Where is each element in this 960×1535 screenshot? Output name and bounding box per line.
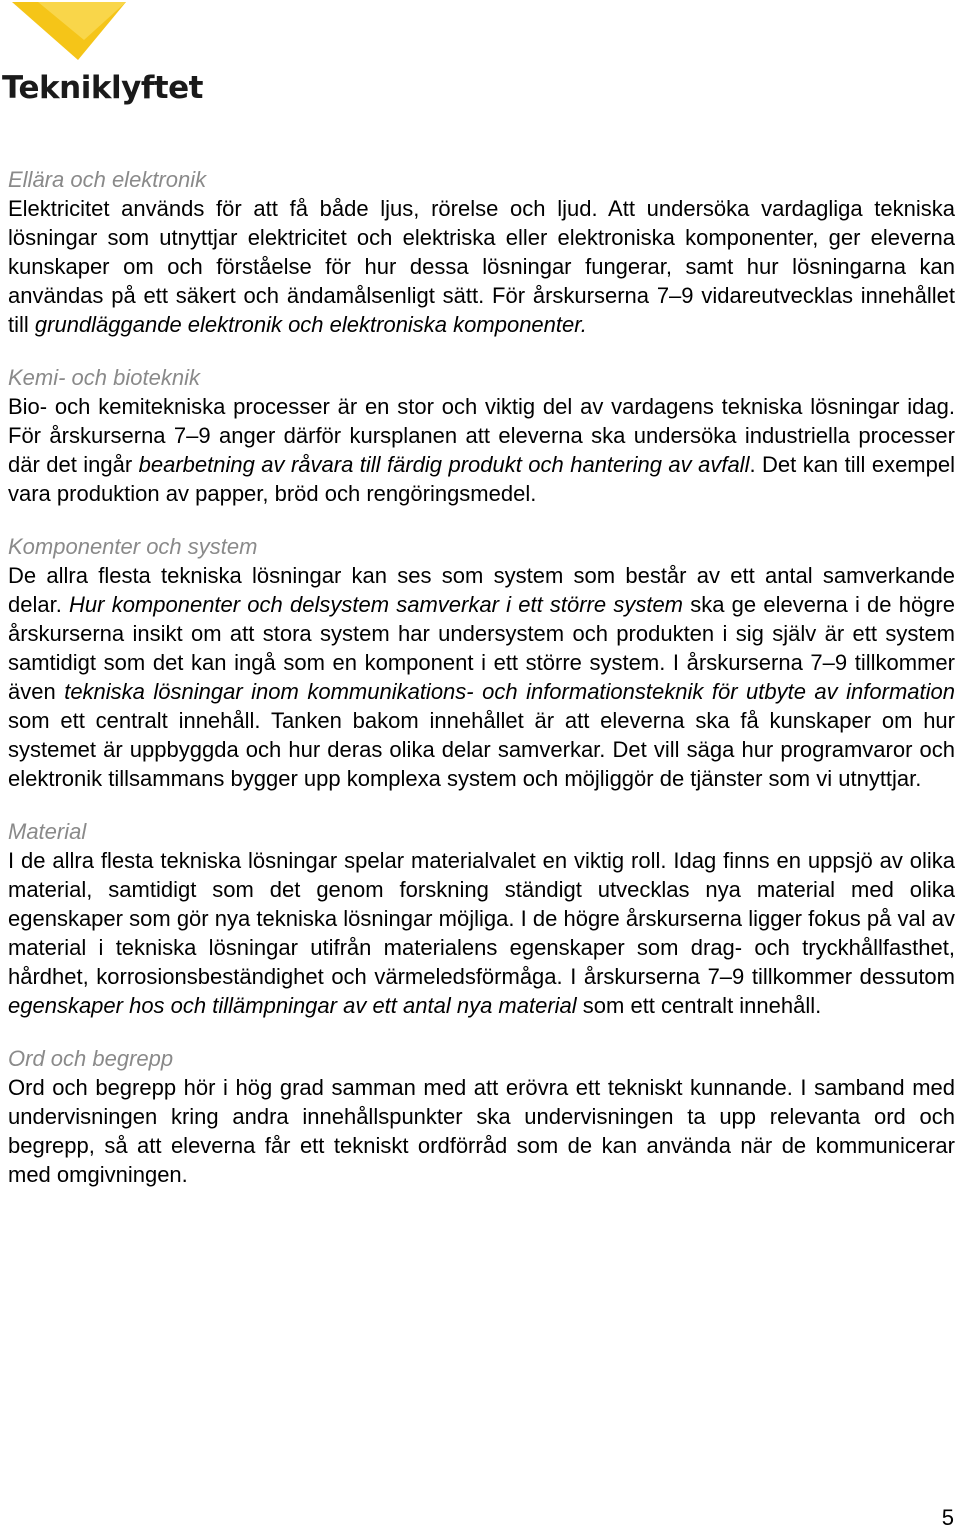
section-komponenter-system — [8, 532, 955, 793]
text-run: som ett centralt innehåll. Tanken bakom innehållet är att eleverna ska få kunskaper om hur systemet är uppbyggda och hur deras olika delar samverkar. Det vill säga hur programvaror och elektronik tillsammans bygger upp komplexa system och möjliggör de tjänster som vi utnyttjar. — [8, 708, 955, 791]
text-run: Ord och begrepp hör i hög grad samman med att erövra ett tekniskt kunnande. I samband med undervisningen kring andra innehållspunkter ska undervisningen ta upp relevanta ord och begrepp, så att eleverna får ett tekniskt ordförråd som de kan använda när de kommunicerar med omgivningen. — [8, 1075, 955, 1187]
text-run: Elektricitet används för att få både ljus, rörelse och ljud. Att undersöka vardagliga tekniska lösningar som utnyttjar elektricitet och elektriska eller elektroniska komponenter, ger eleverna kunskaper om och förståelse för hur dessa lösningar fungerar, samt hur lösningarna kan användas på ett säkert och ändamålsenligt sätt. För årskurserna 7–9 vidareutvecklas innehållet till — [8, 196, 955, 337]
italic-run: tekniska lösningar inom kommunikations- och informationsteknik för utbyte av information — [64, 679, 955, 704]
section-ord-begrepp — [8, 1044, 955, 1189]
section-heading: Ellära och elektronik — [8, 167, 207, 192]
logo-wordmark: Tekniklyftet — [2, 70, 203, 106]
section-paragraph — [8, 846, 955, 1020]
section-paragraph — [8, 1073, 955, 1189]
section-heading: Material — [8, 819, 87, 844]
text-run: ska ge eleverna i de högre årskurserna insikt om att stora system har undersystem och produkten i sig själv är ett system samtidigt som det kan ingå som en komponent i ett större system. I årskurserna 7–9 tillkommer även — [8, 592, 955, 704]
section-paragraph — [8, 561, 955, 793]
italic-run: Hur komponenter och delsystem samverkar i ett större system — [69, 592, 684, 617]
text-run: . Det kan till exempel vara produktion av papper, bröd och rengöringsmedel. — [8, 452, 955, 506]
italic-run: grundläggande elektronik och elektroniska komponenter. — [34, 312, 587, 337]
italic-run: bearbetning av råvara till färdig produkt och hantering av avfall — [138, 452, 750, 477]
section-heading: Komponenter och system — [8, 534, 258, 559]
section-kemi-bioteknik — [8, 363, 955, 508]
section-paragraph — [8, 194, 955, 339]
text-run: De allra flesta tekniska lösningar kan ses som system som består av ett antal samverkande delar. — [8, 563, 955, 617]
section-heading: Ord och begrepp — [8, 1046, 174, 1071]
section-ellara — [8, 165, 955, 339]
italic-run: egenskaper hos och tillämpningar av ett antal nya material — [8, 993, 577, 1018]
section-heading: Kemi- och bioteknik — [8, 365, 200, 390]
text-run: Bio- och kemitekniska processer är en stor och viktig del av vardagens tekniska lösningar idag. För årskurserna 7–9 anger därför kursplanen att eleverna ska undersöka industriella processer där det ingår — [8, 394, 955, 477]
text-run: som ett centralt innehåll. — [576, 993, 822, 1018]
section-material — [8, 817, 955, 1020]
section-paragraph — [8, 392, 955, 508]
document-body — [8, 165, 955, 1213]
logo-mark-icon — [8, 0, 130, 62]
tekniklyftet-logo — [0, 0, 203, 110]
page-number: 5 — [941, 1505, 954, 1530]
text-run: I de allra flesta tekniska lösningar spelar materialvalet en viktig roll. Idag finns en uppsjö av olika material, samtidigt som det genom forskning ständigt utvecklas nya material med olika egenskaper som gör nya tekniska lösningar möjliga. I de högre årskurserna ligger fokus på val av material i tekniska lösningar utifrån materialens egenskaper som drag- och tryckhållfasthet, hårdhet, korrosionsbeständighet och värmeledsförmåga. I årskurserna 7–9 tillkommer dessutom — [8, 848, 955, 989]
